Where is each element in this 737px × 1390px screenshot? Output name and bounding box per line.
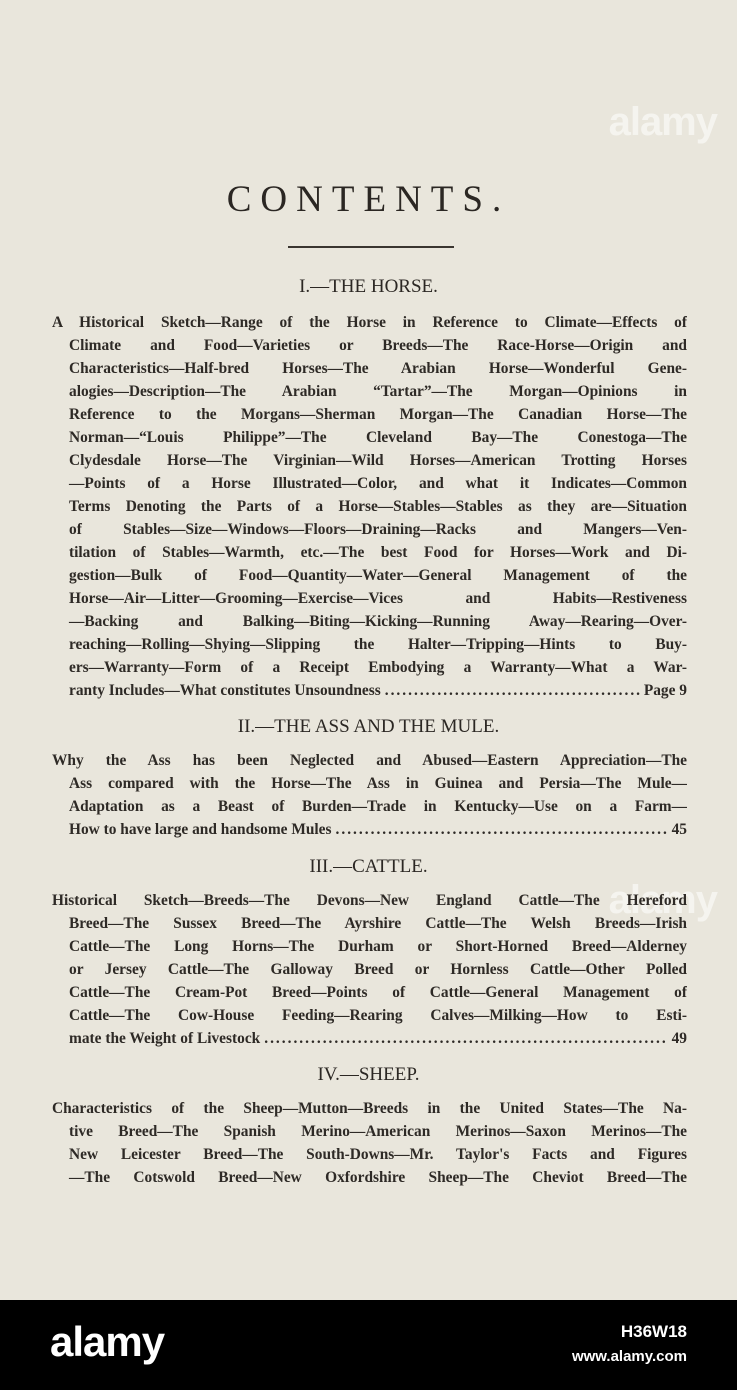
page-number: Page 9 [643, 682, 687, 699]
section-heading-sheep: IV.—SHEEP. [317, 1064, 420, 1085]
contents-line: Climate and Food—Varieties or Breeds—The Race-Horse—Origin and [69, 337, 687, 354]
contents-line: Cattle—The Long Horns—The Durham or Short-Horned Breed—Alderney [69, 938, 687, 955]
contents-line: Characteristics of the Sheep—Mutton—Breeds in the United States—The Na- [52, 1100, 687, 1117]
contents-entry-last-line [52, 1027, 687, 1050]
contents-line: Cattle—The Cow-House Feeding—Rearing Calves—Milking—How to Esti- [69, 1007, 687, 1024]
contents-line: —Points of a Horse Illustrated—Color, and what it Indicates—Common [69, 475, 687, 492]
dot-leader [336, 818, 668, 841]
contents-line: —The Cotswold Breed—New Oxfordshire Sheep—The Cheviot Breed—The [69, 1169, 687, 1186]
alamy-logo: alamy [50, 1318, 165, 1365]
contents-line: gestion—Bulk of Food—Quantity—Water—General Management of the [69, 567, 687, 584]
contents-line: tilation of Stables—Warmth, etc.—The best Food for Horses—Work and Di- [69, 544, 687, 561]
section-body-sheep [52, 1097, 687, 1189]
contents-line: Cattle—The Cream-Pot Breed—Points of Cattle—General Management of [69, 984, 687, 1001]
watermark: alamy [608, 100, 717, 144]
section-body-ass-mule [52, 749, 687, 841]
contents-line: Terms Denoting the Parts of a Horse—Stables—Stables as they are—Situation [69, 498, 687, 515]
contents-line: A Historical Sketch—Range of the Horse in Reference to Climate—Effects of [52, 314, 687, 331]
contents-line: Breed—The Sussex Breed—The Ayrshire Cattle—The Welsh Breeds—Irish [69, 915, 687, 932]
section-heading-cattle: III.—CATTLE. [309, 856, 428, 877]
section-body-cattle [52, 889, 687, 1050]
contents-line: Reference to the Morgans—Sherman Morgan—The Canadian Horse—The [69, 406, 687, 423]
section-heading-horse: I.—THE HORSE. [299, 276, 438, 297]
watermark: alamy [608, 878, 717, 922]
contents-line: ranty Includes—What constitutes Unsoundness [69, 682, 381, 699]
dot-leader [385, 679, 640, 702]
contents-line: Characteristics—Half-bred Horses—The Arabian Horse—Wonderful Gene- [69, 360, 687, 377]
dot-leader [264, 1027, 667, 1050]
section-heading-ass-mule: II.—THE ASS AND THE MULE. [237, 716, 500, 737]
contents-line: Adaptation as a Beast of Burden—Trade in Kentucky—Use on a Farm— [69, 798, 687, 815]
title-rule [288, 246, 454, 248]
page-number: 49 [671, 1030, 687, 1047]
contents-line: Why the Ass has been Neglected and Abused—Eastern Appreciation—The [52, 752, 687, 769]
site-url: www.alamy.com [571, 1348, 687, 1365]
contents-line: tive Breed—The Spanish Merino—American Merinos—Saxon Merinos—The [69, 1123, 687, 1140]
contents-entry-last-line [52, 818, 687, 841]
contents-entry-last-line [52, 679, 687, 702]
contents-line: New Leicester Breed—The South-Downs—Mr. Taylor's Facts and Figures [69, 1146, 687, 1163]
contents-line: —Backing and Balking—Biting—Kicking—Running Away—Rearing—Over- [69, 613, 687, 630]
contents-line: Historical Sketch—Breeds—The Devons—New England Cattle—The Hereford [52, 892, 687, 909]
contents-line: of Stables—Size—Windows—Floors—Draining—Racks and Mangers—Ven- [69, 521, 687, 538]
stock-footer-bar [0, 1300, 737, 1390]
contents-line: How to have large and handsome Mules [69, 821, 332, 838]
contents-line: alogies—Description—The Arabian “Tartar”—The Morgan—Opinions in [69, 383, 687, 400]
contents-line: Norman—“Louis Philippe”—The Cleveland Bay—The Conestoga—The [69, 429, 687, 446]
contents-line: Ass compared with the Horse—The Ass in Guinea and Persia—The Mule— [69, 775, 687, 792]
page-title: CONTENTS. [226, 179, 511, 220]
page-number: 45 [671, 821, 687, 838]
contents-line: or Jersey Cattle—The Galloway Breed or Hornless Cattle—Other Polled [69, 961, 687, 978]
contents-line: reaching—Rolling—Shying—Slipping the Halter—Tripping—Hints to Buy- [69, 636, 687, 653]
image-id: H36W18 [620, 1322, 687, 1341]
contents-line: mate the Weight of Livestock [69, 1030, 261, 1047]
section-body-horse [52, 311, 687, 702]
contents-line: Clydesdale Horse—The Virginian—Wild Horses—American Trotting Horses [69, 452, 687, 469]
contents-line: ers—Warranty—Form of a Receipt Embodying a Warranty—What a War- [69, 659, 687, 676]
contents-line: Horse—Air—Litter—Grooming—Exercise—Vices and Habits—Restiveness [69, 590, 687, 607]
